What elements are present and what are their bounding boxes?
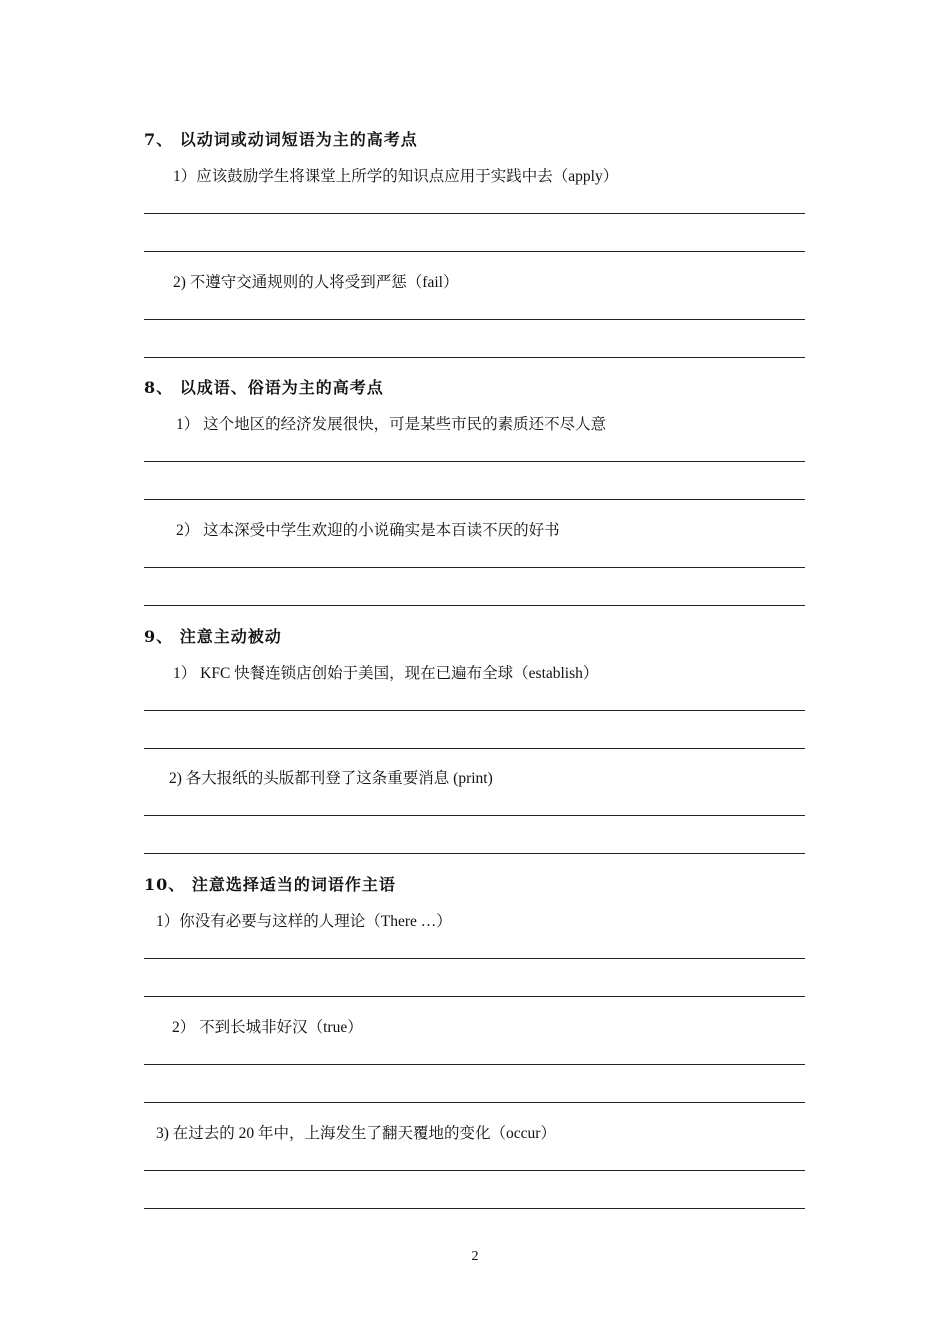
answer-line[interactable]: [144, 748, 805, 749]
answer-line[interactable]: [144, 213, 805, 214]
page-number: 2: [471, 1249, 479, 1264]
answer-line[interactable]: [144, 853, 805, 854]
answer-line[interactable]: [144, 499, 805, 500]
section-8-question-2: 2） 这本深受中学生欢迎的小说确实是本百读不厌的好书: [176, 522, 560, 539]
section-10-heading: 10、 注意选择适当的词语作主语: [144, 875, 396, 894]
answer-line[interactable]: [144, 1064, 805, 1065]
section-8-question-1: 1） 这个地区的经济发展很快，可是某些市民的素质还不尽人意: [176, 416, 607, 433]
answer-line[interactable]: [144, 1102, 805, 1103]
answer-line[interactable]: [144, 357, 805, 358]
section-7-question-1: 1）应该鼓励学生将课堂上所学的知识点应用于实践中去（apply）: [173, 168, 619, 185]
answer-line[interactable]: [144, 605, 805, 606]
section-9-question-1: 1） KFC 快餐连锁店创始于美国，现在已遍布全球（establish）: [173, 665, 599, 682]
answer-line[interactable]: [144, 1170, 805, 1171]
section-10-question-1: 1）你没有必要与这样的人理论（There …）: [156, 913, 452, 930]
section-10-question-2: 2） 不到长城非好汉（true）: [172, 1019, 363, 1036]
section-7-question-2: 2) 不遵守交通规则的人将受到严惩（fail）: [173, 274, 459, 291]
section-9-heading: 9、 注意主动被动: [144, 627, 282, 646]
answer-line[interactable]: [144, 319, 805, 320]
section-7-heading: 7、 以动词或动词短语为主的高考点: [144, 130, 418, 149]
answer-line[interactable]: [144, 815, 805, 816]
answer-line[interactable]: [144, 567, 805, 568]
answer-line[interactable]: [144, 996, 805, 997]
section-8-heading: 8、 以成语、俗语为主的高考点: [144, 378, 384, 397]
answer-line[interactable]: [144, 958, 805, 959]
answer-line[interactable]: [144, 461, 805, 462]
answer-line[interactable]: [144, 251, 805, 252]
answer-line[interactable]: [144, 1208, 805, 1209]
answer-line[interactable]: [144, 710, 805, 711]
section-10-question-3: 3) 在过去的 20 年中，上海发生了翻天覆地的变化（occur）: [156, 1125, 556, 1142]
section-9-question-2: 2) 各大报纸的头版都刊登了这条重要消息 (print): [169, 770, 493, 787]
